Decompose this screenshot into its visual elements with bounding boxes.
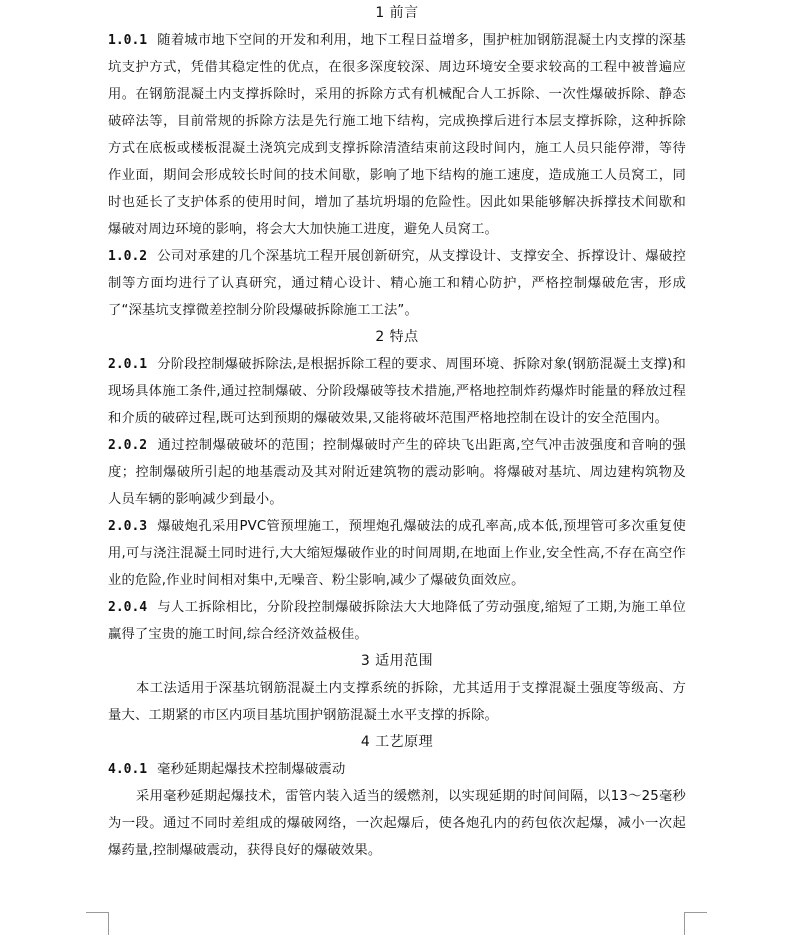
section-title-preface: 1 前言 bbox=[375, 5, 419, 21]
section-title-scope: 3 适用范围 bbox=[360, 653, 434, 669]
clause-number: 1.0.2 bbox=[108, 249, 148, 264]
clause-text: 爆破炮孔采用PVC管预埋施工，预埋炮孔爆破法的成孔率高,成本低,预埋管可多次重复使用,可与浇注混凝土同时进行,大大缩短爆破作业的时间周期,在地面上作业,安全性高,不存在高空作业的危险,作业时间相对集中,无噪音、粉尘影响,减少了爆破负面效应。 bbox=[108, 519, 686, 588]
clause-text: 公司对承建的几个深基坑工程开展创新研究，从支撑设计、支撑安全、拆撑设计、爆破控制等方面均进行了认真研究，通过精心设计、精心施工和精心防护，严格控制爆破危害，形成了“深基坑支撑微差控制分阶段爆破拆除施工工法”。 bbox=[108, 249, 686, 318]
section-title-features: 2 特点 bbox=[375, 329, 419, 345]
crop-mark-right bbox=[684, 912, 707, 935]
clause-number: 1.0.1 bbox=[108, 33, 148, 48]
paragraph-scope: 本工法适用于深基坑钢筋混凝土内支撑系统的拆除，尤其适用于支撑混凝土强度等级高、方量大、工期紧的市区内项目基坑围护钢筋混凝土水平支撑的拆除。 bbox=[108, 681, 686, 723]
paragraph-2-0-3 bbox=[108, 513, 686, 594]
paragraph-2-0-1 bbox=[108, 351, 686, 432]
clause-text: 毫秒延期起爆技术控制爆破震动 bbox=[157, 762, 346, 777]
paragraph-2-0-4 bbox=[108, 594, 686, 648]
paragraph-4-0-1-body: 采用毫秒延期起爆技术，雷管内装入适当的缓燃剂，以实现延期的时间间隔，以13～25毫秒为一段。通过不同时差组成的爆破网络，一次起爆后，使各炮孔内的药包依次起爆，减小一次起爆药量,控制爆破震动，获得良好的爆破效果。 bbox=[108, 789, 686, 858]
section-title-principle: 4 工艺原理 bbox=[360, 734, 434, 750]
clause-text: 通过控制爆破破坏的范围；控制爆破时产生的碎块飞出距离,空气冲击波强度和音响的强度；控制爆破所引起的地基震动及其对附近建筑物的震动影响。将爆破对基坑、周边建构筑物及人员车辆的影响减少到最小。 bbox=[108, 438, 686, 507]
clause-number: 2.0.2 bbox=[108, 438, 148, 453]
paragraph-1-0-2 bbox=[108, 243, 686, 324]
clause-number: 2.0.3 bbox=[108, 519, 148, 534]
clause-number: 4.0.1 bbox=[108, 762, 148, 777]
clause-text: 与人工拆除相比，分阶段控制爆破拆除法大大地降低了劳动强度,缩短了工期,为施工单位赢得了宝贵的施工时间,综合经济效益极佳。 bbox=[108, 600, 686, 642]
paragraph-4-0-1-heading bbox=[108, 756, 686, 783]
paragraph-2-0-2 bbox=[108, 432, 686, 513]
crop-mark-left bbox=[86, 912, 109, 935]
document-page bbox=[108, 0, 686, 864]
clause-number: 2.0.4 bbox=[108, 600, 148, 615]
clause-text: 分阶段控制爆破拆除法,是根据拆除工程的要求、周围环境、拆除对象(钢筋混凝土支撑)和现场具体施工条件,通过控制爆破、分阶段爆破等技术措施,严格地控制炸药爆炸时能量的释放过程和介质的破碎过程,既可达到预期的爆破效果,又能将破坏范围严格地控制在设计的安全范围内。 bbox=[108, 357, 686, 426]
paragraph-1-0-1 bbox=[108, 27, 686, 243]
clause-text: 随着城市地下空间的开发和利用，地下工程日益增多，围护桩加钢筋混凝土内支撑的深基坑支护方式，凭借其稳定性的优点，在很多深度较深、周边环境安全要求较高的工程中被普遍应用。在钢筋混凝土内支撑拆除时，采用的拆除方式有机械配合人工拆除、一次性爆破拆除、静态破碎法等，目前常规的拆除方法是先行施工地下结构，完成换撑后进行本层支撑拆除，这种拆除方式在底板或楼板混凝土浇筑完成到支撑拆除清渣结束前这段时间内，施工人员只能停滞，等待作业面，期间会形成较长时间的技术间歇，影响了地下结构的施工速度，造成施工人员窝工，同时也延长了支护体系的使用时间，增加了基坑坍塌的危险性。因此如果能够解决拆撑技术间歇和爆破对周边环境的影响，将会大大加快施工进度，避免人员窝工。 bbox=[108, 33, 686, 237]
clause-number: 2.0.1 bbox=[108, 357, 148, 372]
